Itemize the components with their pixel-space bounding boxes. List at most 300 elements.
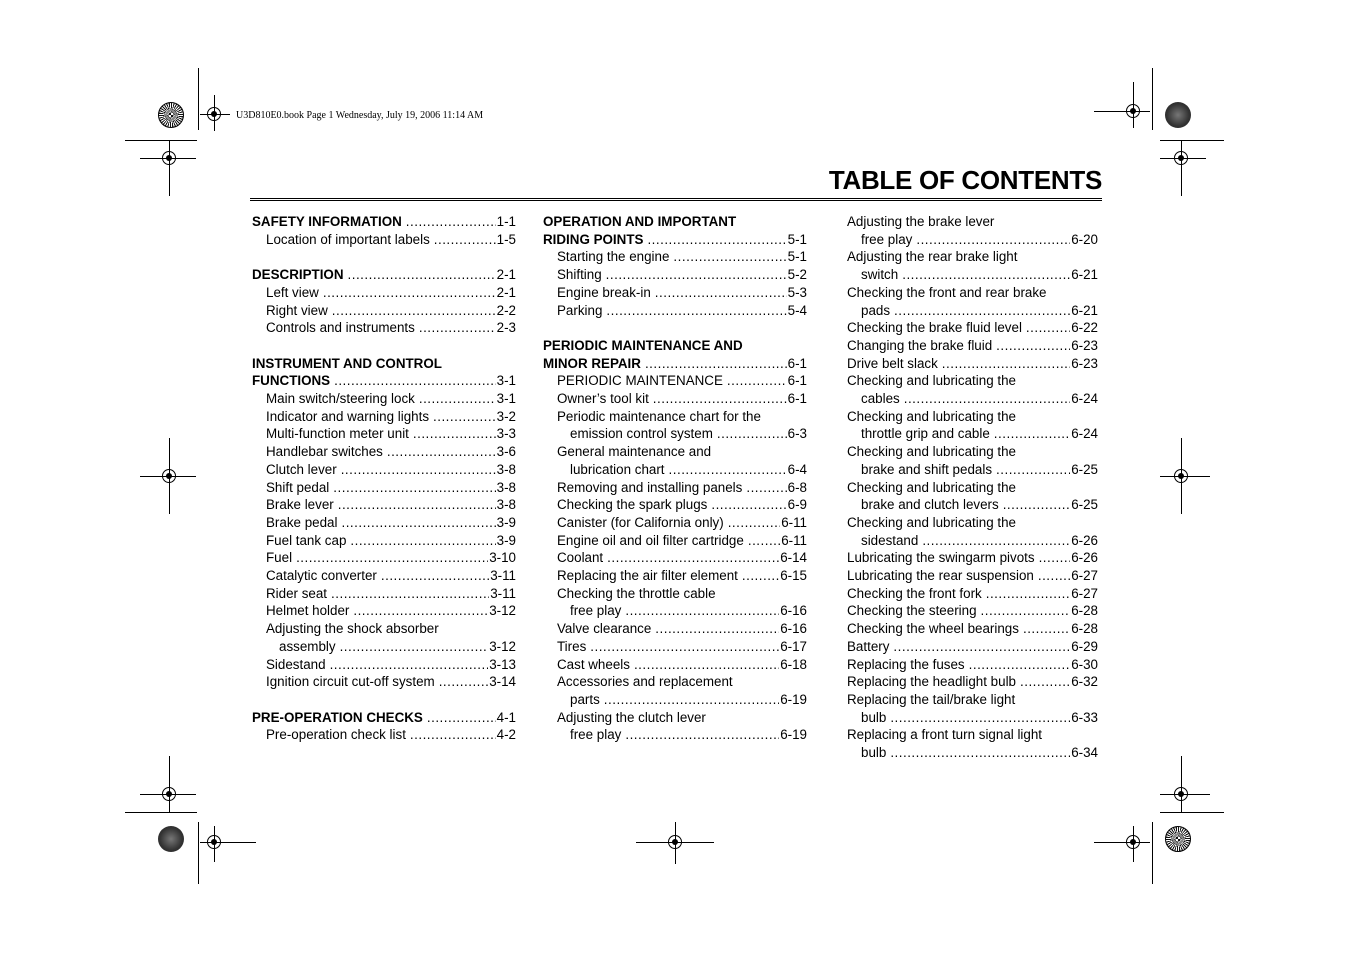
toc-section-entry[interactable] [252,266,516,284]
toc-entry[interactable] [543,620,807,638]
toc-entry[interactable] [543,726,807,744]
toc-entry[interactable] [543,514,807,532]
toc-page-number: 6-19 [780,727,807,743]
dot-leader [673,248,786,266]
section-spacer [252,337,516,355]
color-target-icon [1165,102,1191,128]
toc-entry-label: Handlebar switches [266,444,383,460]
toc-entry-label: Battery [847,638,890,654]
toc-page-number: 3-1 [496,391,516,406]
toc-page-number: 3-1 [496,373,516,389]
toc-column-3 [847,213,1098,762]
dot-leader [890,744,1070,762]
toc-entry-label: Rider seat [266,585,328,601]
toc-entry[interactable] [847,231,1098,249]
toc-entry-label: Lubricating the rear suspension [847,568,1034,584]
dot-leader [333,479,495,497]
dot-leader [728,514,780,532]
dot-leader [717,425,787,443]
color-target-icon [158,102,184,128]
toc-entry-text: Checking and lubricating the [847,373,1016,389]
toc-entry-text: General maintenance and [557,444,712,460]
toc-entry[interactable] [252,673,516,691]
toc-page-number: 2-3 [496,320,516,336]
toc-column-2 [543,213,807,744]
dot-leader [655,620,779,638]
section-spacer [543,319,807,337]
toc-page-number: 5-1 [787,249,807,265]
toc-entry[interactable] [847,266,1098,284]
toc-entry-label: Canister (for California only) [557,514,724,530]
toc-page-number: 2-1 [496,267,516,283]
toc-entry-label: Clutch lever [266,461,337,477]
toc-entry[interactable] [543,549,807,567]
dot-leader [742,567,779,585]
toc-entry-label: free play [570,727,622,743]
toc-entry-label: cables [861,391,900,407]
toc-page-number: 3-8 [496,461,516,477]
toc-entry-label: Coolant [557,550,604,566]
toc-page-number: 6-30 [1071,656,1098,672]
dot-leader [1003,496,1070,514]
toc-entry-label: Tires [557,638,587,654]
toc-entry-label: Valve clearance [557,621,652,637]
toc-entry[interactable] [543,496,807,514]
toc-entry[interactable] [847,620,1098,638]
dot-leader [340,638,489,656]
toc-page-number: 3-9 [496,514,516,530]
toc-entry-label: Engine oil and oil filter cartridge [557,532,744,548]
toc-page-number: 3-11 [490,568,516,584]
toc-section-heading: PERIODIC MAINTENANCE AND [543,337,743,353]
toc-page-number: 4-1 [496,709,516,725]
dot-leader [323,284,496,302]
toc-page-number: 6-25 [1071,497,1098,513]
toc-entry-label: Right view [266,302,328,318]
toc-entry-label: Checking the front fork [847,585,982,601]
toc-page-number: 5-4 [787,302,807,318]
toc-page-number: 1-5 [496,231,516,247]
toc-page-number: 6-15 [780,568,807,584]
toc-page-number: 6-21 [1071,267,1098,283]
toc-entry[interactable] [252,284,516,302]
toc-page-number: 6-22 [1071,320,1098,336]
dot-leader [645,355,787,373]
dot-leader [634,656,779,674]
dot-leader [1039,549,1071,567]
dot-leader [894,302,1070,320]
toc-entry[interactable] [847,744,1098,762]
dot-leader [419,319,496,337]
toc-page-number: 6-1 [787,355,807,371]
toc-entry[interactable] [543,266,807,284]
toc-entry-label: Multi-function meter unit [266,426,409,442]
section-spacer [252,248,516,266]
toc-entry[interactable] [252,532,516,550]
toc-entry[interactable] [252,319,516,337]
dot-leader [655,284,787,302]
dot-leader [341,514,495,532]
toc-entry[interactable] [847,567,1098,585]
dot-leader [410,726,496,744]
toc-entry[interactable] [543,302,807,320]
toc-section-heading: OPERATION AND IMPORTANT [543,214,737,229]
toc-entry-label: RIDING POINTS [543,231,644,247]
section-spacer [252,691,516,709]
toc-page-number: 6-21 [1071,302,1098,318]
dot-leader [434,231,496,249]
dot-leader [653,390,787,408]
toc-page-number: 6-19 [780,691,807,707]
color-target-icon [1165,826,1191,852]
toc-entry[interactable] [543,602,807,620]
toc-page-number: 6-1 [787,391,807,407]
toc-entry-label: Lubricating the swingarm pivots [847,550,1035,566]
dot-leader [332,302,496,320]
toc-entry[interactable] [543,656,807,674]
toc-page-number: 3-9 [496,532,516,548]
toc-page-number: 6-27 [1071,585,1098,601]
dot-leader [439,673,489,691]
toc-entry-label: bulb [861,709,887,725]
dot-leader [916,231,1070,249]
dot-leader [746,479,786,497]
dot-leader [711,496,786,514]
toc-entry[interactable] [543,284,807,302]
dot-leader [647,231,786,249]
toc-page-number: 3-8 [496,497,516,513]
dot-leader [996,461,1070,479]
toc-page-number: 6-3 [787,426,807,442]
title-rule [250,198,1102,201]
toc-page-number: 2-1 [496,284,516,300]
toc-entry-label: Changing the brake fluid [847,337,993,353]
toc-entry[interactable] [847,656,1098,674]
toc-page-number: 6-24 [1071,426,1098,442]
dot-leader [381,567,489,585]
toc-entry-label: brake and shift pedals [861,461,993,477]
toc-page-number: 6-24 [1071,391,1098,407]
dot-leader [969,656,1071,674]
toc-page-number: 3-13 [489,656,516,672]
dot-leader [296,549,488,567]
toc-page-number: 6-33 [1071,709,1098,725]
toc-entry-label: Catalytic converter [266,568,377,584]
toc-section-entry[interactable] [543,231,807,249]
toc-entry-label: Main switch/steering lock [266,391,415,406]
toc-entry-label: Cast wheels [557,656,630,672]
toc-entry[interactable] [543,425,807,443]
toc-page-number: 3-12 [489,638,516,654]
toc-entry-label: Sidestand [266,656,326,672]
toc-entry[interactable] [847,673,1098,691]
dot-leader [902,266,1070,284]
toc-entry[interactable] [252,496,516,514]
toc-page-number: 5-1 [787,231,807,247]
toc-entry-label: Checking the steering [847,603,977,619]
toc-entry[interactable] [252,425,516,443]
dot-leader [981,602,1071,620]
toc-entry-label: Replacing the fuses [847,656,965,672]
toc-entry[interactable] [847,532,1098,550]
toc-entry-text: Checking and lubricating the [847,444,1016,460]
toc-page-number: 6-26 [1071,532,1098,548]
toc-entry-label: pads [861,302,891,318]
toc-page-number: 6-18 [780,656,807,672]
toc-entry-label: throttle grip and cable [861,426,990,442]
toc-entry[interactable] [847,496,1098,514]
dot-leader [727,372,787,390]
toc-entry-label: SAFETY INFORMATION [252,214,402,229]
toc-entry-label: brake and clutch levers [861,497,999,513]
dot-leader [669,461,787,479]
toc-entry[interactable] [847,709,1098,727]
dot-leader [1026,319,1070,337]
dot-leader [996,337,1070,355]
toc-entry[interactable] [252,302,516,320]
toc-entry-label: Pre-operation check list [266,727,406,743]
dot-leader [893,638,1070,656]
dot-leader [994,425,1070,443]
toc-entry-label: Fuel [266,550,293,566]
toc-page-number: 6-27 [1071,568,1098,584]
toc-entry-label: Location of important labels [266,231,430,247]
toc-page-number: 6-32 [1071,674,1098,690]
toc-entry-text: Replacing a front turn signal light [847,727,1043,743]
toc-entry-label: PERIODIC MAINTENANCE [557,373,723,389]
toc-page-number: 6-8 [787,479,807,495]
toc-entry[interactable] [252,656,516,674]
toc-entry[interactable] [847,585,1098,603]
toc-page-number: 6-28 [1071,621,1098,637]
toc-page-number: 6-23 [1071,355,1098,371]
toc-entry[interactable] [543,532,807,550]
toc-entry[interactable] [252,443,516,461]
dot-leader [334,372,496,390]
dot-leader [606,302,786,320]
dot-leader [350,532,495,550]
toc-page-number: 6-34 [1071,745,1098,761]
toc-entry[interactable] [252,638,516,656]
toc-entry-text: Adjusting the clutch lever [557,709,706,725]
toc-entry-label: free play [570,603,622,619]
dot-leader [427,709,496,727]
toc-entry[interactable] [543,372,807,390]
toc-entry[interactable] [543,691,807,709]
toc-page-number: 1-1 [496,214,516,229]
toc-entry-text: Adjusting the brake lever [847,214,995,229]
toc-page-number: 3-10 [489,550,516,566]
dot-leader [419,390,496,408]
toc-entry-label: Controls and instruments [266,320,415,336]
toc-page-number: 3-12 [489,603,516,619]
toc-entry[interactable] [252,602,516,620]
toc-entry-label: sidestand [861,532,919,548]
toc-entry-label: free play [861,231,913,247]
toc-entry-label: Checking the spark plugs [557,497,708,513]
toc-entry[interactable] [252,726,516,744]
toc-entry[interactable] [252,461,516,479]
toc-entry-label: parts [570,691,600,707]
toc-entry-text: Checking and lubricating the [847,408,1016,424]
toc-entry-label: PRE-OPERATION CHECKS [252,709,423,725]
toc-entry-label: bulb [861,745,887,761]
toc-entry-text: Replacing the tail/brake light [847,691,1016,707]
dot-leader [607,549,779,567]
toc-page-number: 6-11 [781,514,807,530]
toc-entry[interactable] [252,479,516,497]
dot-leader [1038,567,1070,585]
toc-page-number: 3-3 [496,426,516,442]
toc-page-number: 6-11 [781,532,807,548]
dot-leader [1023,620,1070,638]
toc-entry-text: Adjusting the rear brake light [847,249,1018,265]
dot-leader [1020,673,1070,691]
toc-page-number: 5-3 [787,284,807,300]
toc-page-number: 3-11 [490,585,516,601]
toc-page-number: 6-14 [780,550,807,566]
toc-entry-label: FUNCTIONS [252,373,331,389]
dot-leader [890,709,1070,727]
toc-entry[interactable] [847,549,1098,567]
toc-page-number: 6-4 [787,461,807,477]
toc-page-number: 6-25 [1071,461,1098,477]
toc-entry-label: Parking [557,302,603,318]
toc-section-entry[interactable] [543,355,807,373]
dot-leader [341,461,496,479]
toc-entry[interactable] [847,638,1098,656]
toc-entry-text: Checking the throttle cable [557,585,716,601]
toc-page-number: 6-26 [1071,550,1098,566]
dot-leader [748,532,780,550]
toc-page-number: 6-9 [787,497,807,513]
dot-leader [330,656,489,674]
dot-leader [413,425,496,443]
toc-entry[interactable] [252,585,516,603]
toc-entry[interactable] [847,355,1098,373]
toc-entry-label: lubrication chart [570,461,665,477]
dot-leader [353,602,488,620]
dot-leader [625,602,779,620]
toc-entry[interactable] [252,549,516,567]
toc-entry-label: Starting the engine [557,249,670,265]
toc-entry-text: Checking and lubricating the [847,514,1016,530]
dot-leader [387,443,496,461]
dot-leader [590,638,779,656]
toc-entry[interactable] [252,514,516,532]
toc-column-1 [252,213,516,744]
toc-page-number: 5-2 [787,267,807,283]
toc-entry-text: Periodic maintenance chart for the [557,408,761,424]
print-header: U3D810E0.book Page 1 Wednesday, July 19, 2006 11:14 AM [236,110,484,121]
toc-entry[interactable] [847,319,1098,337]
toc-page-number: 6-1 [787,373,807,389]
toc-entry[interactable] [847,302,1098,320]
toc-page-number: 4-2 [496,727,516,743]
toc-entry[interactable] [543,390,807,408]
toc-entry[interactable] [847,425,1098,443]
toc-page-number: 6-28 [1071,603,1098,619]
toc-entry-text: Checking and lubricating the [847,479,1016,495]
toc-page-number: 3-6 [496,444,516,460]
toc-section-entry[interactable] [252,372,516,390]
toc-entry-text: Checking the front and rear brake [847,284,1047,300]
toc-entry-label: Indicator and warning lights [266,408,430,424]
toc-entry-label: Brake lever [266,497,334,513]
dot-leader [904,390,1070,408]
toc-entry[interactable] [252,390,516,408]
toc-entry[interactable] [543,638,807,656]
toc-entry[interactable] [847,337,1098,355]
toc-entry-label: Helmet holder [266,603,350,619]
toc-page-number: 6-16 [780,621,807,637]
toc-page-number: 2-2 [496,302,516,318]
toc-entry-label: Engine break-in [557,284,651,300]
page-title: TABLE OF CONTENTS [828,165,1102,195]
toc-section-heading: INSTRUMENT AND CONTROL [252,355,442,371]
toc-page-number: 6-20 [1071,231,1098,247]
dot-leader [625,726,779,744]
toc-entry-label: Left view [266,284,319,300]
toc-entry[interactable] [847,602,1098,620]
toc-entry-label: switch [861,267,899,283]
toc-entry-label: Fuel tank cap [266,532,347,548]
dot-leader [338,496,496,514]
toc-entry[interactable] [543,461,807,479]
toc-entry[interactable] [543,248,807,266]
toc-entry-label: MINOR REPAIR [543,355,641,371]
toc-page-number: 3-14 [489,674,516,690]
toc-page-number: 6-16 [780,603,807,619]
toc-entry-label: DESCRIPTION [252,267,344,283]
toc-entry-label: Checking the brake fluid level [847,320,1022,336]
toc-entry[interactable] [543,567,807,585]
toc-entry[interactable] [847,461,1098,479]
toc-entry[interactable] [252,408,516,426]
toc-entry-label: Ignition circuit cut-off system [266,674,435,690]
toc-entry-label: emission control system [570,426,713,442]
toc-entry-label: Brake pedal [266,514,338,530]
toc-entry[interactable] [847,390,1098,408]
toc-page-number: 3-8 [496,479,516,495]
dot-leader [331,585,489,603]
toc-entry-label: Owner’s tool kit [557,391,649,407]
dot-leader [406,213,496,231]
dot-leader [348,266,496,284]
toc-entry-label: Drive belt slack [847,355,938,371]
toc-entry-label: Removing and installing panels [557,479,743,495]
toc-entry[interactable] [252,567,516,585]
toc-entry[interactable] [252,231,516,249]
toc-entry-text: Adjusting the shock absorber [266,621,439,637]
toc-section-entry[interactable] [252,213,516,231]
dot-leader [606,266,787,284]
toc-entry-label: Replacing the air filter element [557,568,738,584]
toc-entry-label: Checking the wheel bearings [847,621,1019,637]
dot-leader [942,355,1070,373]
color-target-icon [158,826,184,852]
toc-entry[interactable] [543,479,807,497]
toc-entry-text: Accessories and replacement [557,674,733,690]
toc-entry-label: Shift pedal [266,479,330,495]
toc-page-number: 6-23 [1071,337,1098,353]
toc-page-number: 6-17 [780,638,807,654]
dot-leader [986,585,1070,603]
dot-leader [922,532,1070,550]
dot-leader [604,691,779,709]
toc-entry-label: Replacing the headlight bulb [847,674,1016,690]
toc-section-entry[interactable] [252,709,516,727]
